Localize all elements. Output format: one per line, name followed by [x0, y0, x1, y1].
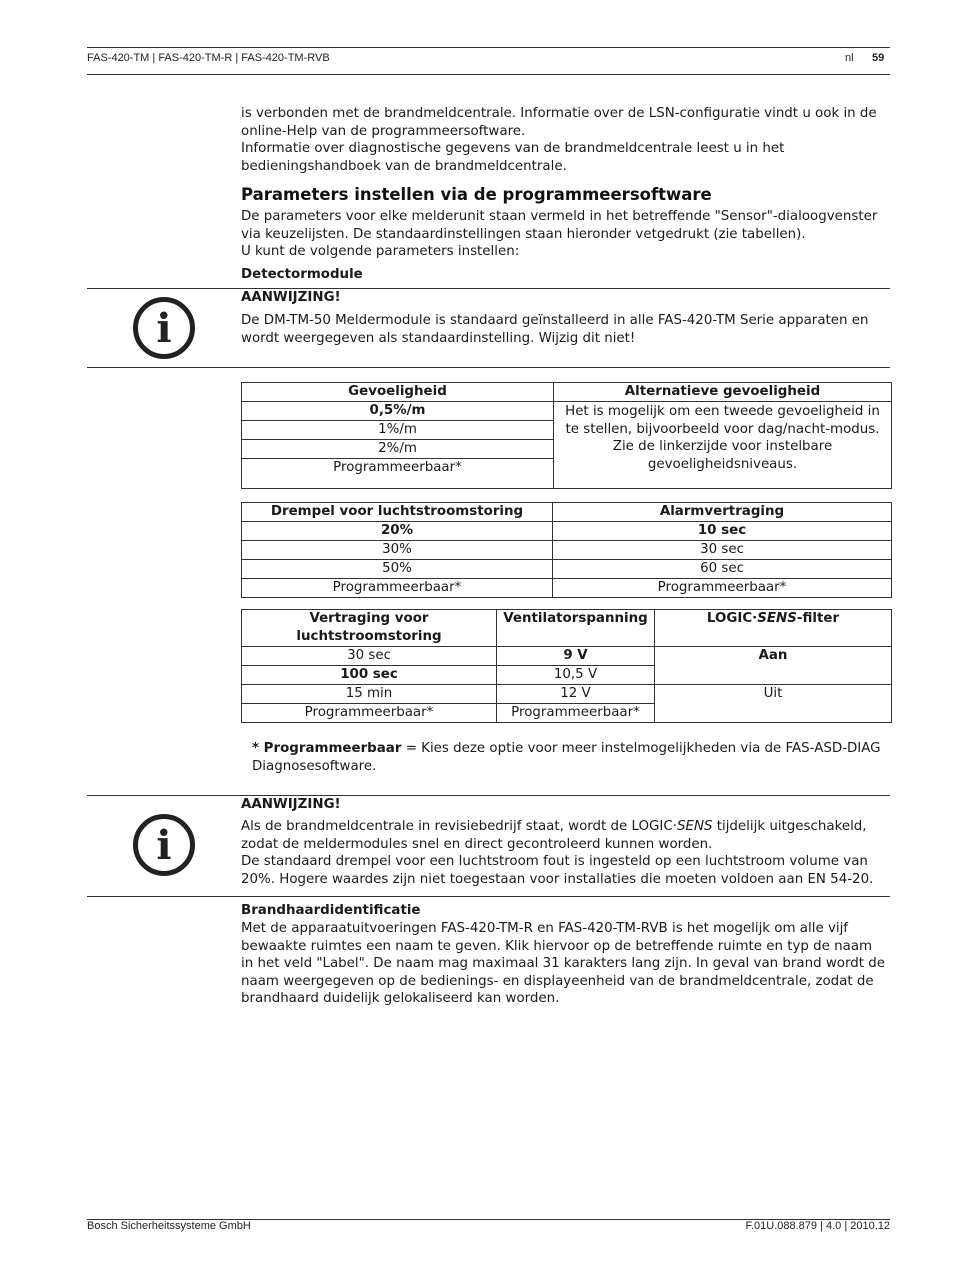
- sens-italic: SENS: [757, 611, 797, 626]
- intro-line: is verbonden met de brandmeldcentrale. Informatie over de LSN-configuratie vindt u ook in de: [241, 106, 877, 121]
- table3-header-logic-sens: [655, 610, 892, 647]
- brandhaard-line: Met de apparaatuitvoeringen FAS-420-TM-R en FAS-420-TM-RVB is het mogelijk om alle vijf: [241, 921, 849, 936]
- footer-doc-ref: F.01U.088.879 | 4.0 | 2010.12: [745, 1220, 890, 1232]
- table3-cell: 10,5 V: [497, 666, 655, 685]
- section-paragraph: [241, 208, 901, 261]
- intro-line: bedieningshandboek van de brandmeldcentrale.: [241, 158, 567, 174]
- brandhaard-line: bewaakte ruimtes een naam te geven. Klik hiervoor op de betreffende ruimte en typ de naam: [241, 938, 873, 954]
- table3-header-delay: [242, 610, 497, 647]
- note2-line: De standaard drempel voor een luchtstroom fout is ingesteld op een luchtstroom volume van: [241, 854, 868, 870]
- header-top-rule: [87, 47, 890, 48]
- table3-header-delay-line: Vertraging voor: [309, 611, 429, 626]
- page-number: 59: [872, 52, 885, 64]
- header-language: nl: [845, 52, 854, 64]
- footnote-line: [252, 740, 902, 758]
- table3-cell: Programmeerbaar*: [497, 704, 655, 723]
- note2-bottom-rule: [87, 896, 890, 897]
- note2-line: [241, 818, 901, 836]
- note1-bottom-rule: [87, 367, 890, 368]
- header-models: FAS-420-TM | FAS-420-TM-R | FAS-420-TM-RVB: [87, 52, 330, 64]
- section-line: U kunt de volgende parameters instellen:: [241, 244, 520, 260]
- note1-line: wordt weergegeven als standaardinstelling. Wijzig dit niet!: [241, 330, 636, 346]
- table1-alt-line: Het is mogelijk om een tweede gevoeligheid in: [565, 404, 880, 419]
- table1-header-alt-sensitivity: Alternatieve gevoeligheid: [554, 383, 892, 402]
- footnote-line: Diagnosesoftware.: [252, 758, 377, 774]
- table2-header-threshold: Drempel voor luchtstroomstoring: [242, 503, 553, 522]
- note2-line: 20%. Hogere waardes zijn niet toegestaan voor installaties die moeten voldoen aan EN 54-20.: [241, 871, 874, 887]
- table3-header-fan-voltage: Ventilatorspanning: [497, 610, 655, 647]
- table2-header-alarm-delay: Alarmvertraging: [553, 503, 892, 522]
- info-icon: i: [133, 814, 195, 876]
- table2-cell: 20%: [242, 522, 553, 541]
- footnote-text: = Kies deze optie voor meer instelmogelijkheden via de FAS-ASD-DIAG: [401, 741, 881, 756]
- table2-cell: 60 sec: [553, 560, 892, 579]
- brandhaard-line: naam weergegeven op de bedienings- en displayeenheid van de brandmeldcentrale, zodat de: [241, 973, 874, 989]
- note2-line1-prefix: Als de brandmeldcentrale in revisiebedrijf staat, wordt de LOGIC·: [241, 819, 677, 834]
- airflow-threshold-table: [241, 502, 892, 598]
- table2-cell: 50%: [242, 560, 553, 579]
- intro-paragraph: [241, 105, 901, 175]
- table3-filter-off: Uit: [655, 685, 892, 723]
- table3-cell: 12 V: [497, 685, 655, 704]
- fan-voltage-table: [241, 609, 892, 723]
- intro-line: online-Help van de programmeersoftware.: [241, 123, 526, 139]
- footer-company: Bosch Sicherheitssysteme GmbH: [87, 1220, 251, 1232]
- detectormodule-heading: Detectormodule: [241, 267, 363, 282]
- table3-cell: 15 min: [242, 685, 497, 704]
- table3-cell: 9 V: [497, 647, 655, 666]
- brandhaard-heading: Brandhaardidentificatie: [241, 903, 421, 918]
- table1-cell: 2%/m: [242, 440, 554, 459]
- section-title: Parameters instellen via de programmeersoftware: [241, 185, 712, 204]
- note2-line1-suffix: tijdelijk uitgeschakeld,: [712, 819, 867, 834]
- section-line: De parameters voor elke melderunit staan vermeld in het betreffende "Sensor"-dialoogvenster: [241, 209, 878, 224]
- table3-cell: 30 sec: [242, 647, 497, 666]
- info-icon: i: [133, 297, 195, 359]
- table1-alt-line: gevoeligheidsniveaus.: [647, 456, 798, 472]
- table2-cell: 10 sec: [553, 522, 892, 541]
- table3-cell: 100 sec: [242, 666, 497, 685]
- brandhaard-paragraph: [241, 920, 901, 1008]
- table3-header-delay-line: luchtstroomstoring: [296, 628, 442, 644]
- section-line: via keuzelijsten. De standaardinstellingen staan hieronder vetgedrukt (zie tabellen).: [241, 226, 806, 242]
- note2-text: [241, 818, 901, 888]
- footnote-term: * Programmeerbaar: [252, 741, 402, 756]
- sensitivity-table: [241, 382, 892, 489]
- table2-cell: 30%: [242, 541, 553, 560]
- note2-line: zodat de meldermodules snel en direct gecontroleerd kunnen worden.: [241, 836, 713, 852]
- brandhaard-line: brandhaard duidelijk gelokaliseerd kan worden.: [241, 991, 560, 1007]
- table1-alt-line: te stellen, bijvoorbeeld voor dag/nacht-modus.: [565, 421, 880, 437]
- note1-line: De DM-TM-50 Meldermodule is standaard geïnstalleerd in alle FAS-420-TM Serie apparaten en: [241, 313, 869, 328]
- note1-title: AANWIJZING!: [241, 290, 341, 305]
- table1-cell: 1%/m: [242, 421, 554, 440]
- table1-cell: 0,5%/m: [242, 402, 554, 421]
- filter-suffix: -filter: [796, 611, 840, 626]
- table3-filter-on: Aan: [655, 647, 892, 685]
- table2-cell: Programmeerbaar*: [553, 579, 892, 598]
- note2-title: AANWIJZING!: [241, 797, 341, 812]
- table1-cell: Programmeerbaar*: [242, 459, 554, 489]
- logic-prefix: LOGIC·: [706, 611, 758, 626]
- brandhaard-line: in het veld "Label". De naam mag maximaal 31 karakters lang zijn. In geval van brand wordt de: [241, 956, 886, 972]
- table2-cell: Programmeerbaar*: [242, 579, 553, 598]
- table3-cell: Programmeerbaar*: [242, 704, 497, 723]
- header-bottom-rule: [87, 74, 890, 75]
- note2-sens-italic: SENS: [677, 819, 713, 834]
- table1-alt-description: [554, 402, 892, 489]
- intro-line: Informatie over diagnostische gegevens van de brandmeldcentrale leest u in het: [241, 141, 785, 157]
- table1-header-sensitivity: Gevoeligheid: [242, 383, 554, 402]
- note1-text: [241, 312, 901, 347]
- table1-alt-line: Zie de linkerzijde voor instelbare: [612, 439, 833, 455]
- footnote: [252, 740, 902, 775]
- table2-cell: 30 sec: [553, 541, 892, 560]
